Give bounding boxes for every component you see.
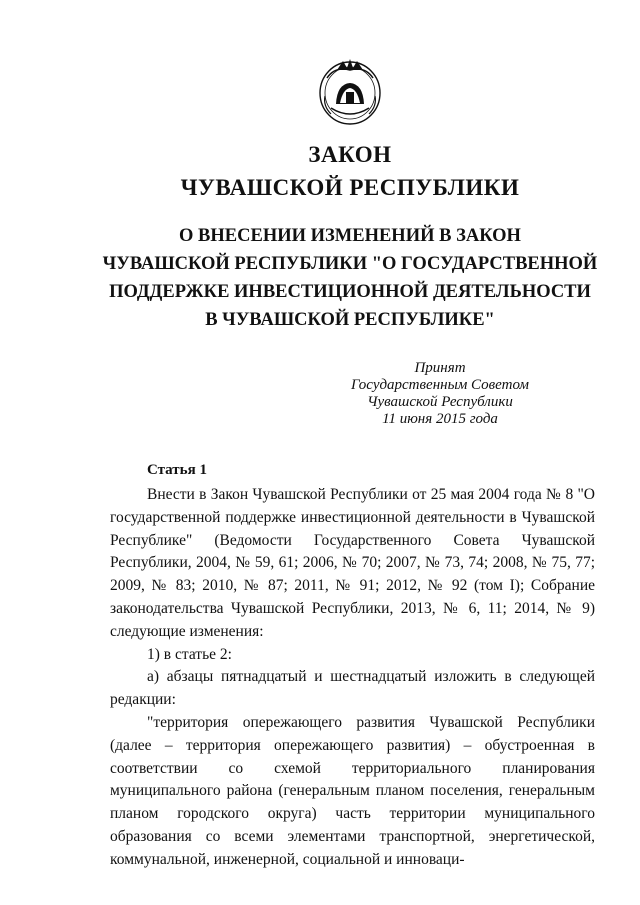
adoption-line: Чувашской Республики <box>367 394 513 410</box>
article-paragraph: а) абзацы пятнадцатый и шестнадцатый изложить в следующей редакции: <box>110 668 595 709</box>
subtitle-line: В ЧУВАШСКОЙ РЕСПУБЛИКЕ" <box>205 310 495 330</box>
article-body <box>110 484 595 872</box>
adoption-date: 11 июня 2015 года <box>382 411 498 427</box>
article-paragraph: Внести в Закон Чувашской Республики от 25 мая 2004 года № 8 "О государственной поддержке инвестиционной деятельности в Чувашской Республике" (Ведомости Государственного Совета Чувашской Республики, 2004, № 59, 61; 2006, № 70; 2007, № 73, 74; 2008, № 75, 77; 2009, № 83; 2010, № 87; 2011, № 91; 2012, № 92 (том I); Собрание законодательства Чувашской Республики, 2013, № 6, 11; 2014, № 9) следующие изменения: <box>110 486 595 640</box>
law-title: ЗАКОН <box>308 142 392 167</box>
article-heading: Статья 1 <box>147 462 207 478</box>
subtitle-line: ЧУВАШСКОЙ РЕСПУБЛИКИ "О ГОСУДАРСТВЕННОЙ <box>102 254 598 274</box>
subtitle-line: О ВНЕСЕНИИ ИЗМЕНЕНИЙ В ЗАКОН <box>179 226 521 246</box>
law-subtitle <box>0 222 640 334</box>
article-paragraph: "территория опережающего развития Чувашской Республики (далее – территория опережающего развития) – обустроенная в соответствии со схемой территориального планирования муниципального района (генеральным планом поселения, генеральным планом городского округа) часть территории муниципального образования со всеми элементами транспортной, энергетической, коммунальной, инженерной, социальной и инноваци- <box>110 713 595 868</box>
subtitle-line: ПОДДЕРЖКЕ ИНВЕСТИЦИОННОЙ ДЕЯТЕЛЬНОСТИ <box>109 282 591 302</box>
law-title-republic: ЧУВАШСКОЙ РЕСПУБЛИКИ <box>180 175 520 200</box>
emblem-icon <box>317 56 383 126</box>
adoption-line: Государственным Советом <box>351 377 529 393</box>
adoption-line: Принят <box>414 360 466 376</box>
article-paragraph: 1) в статье 2: <box>147 645 232 663</box>
adoption-note <box>310 360 570 428</box>
